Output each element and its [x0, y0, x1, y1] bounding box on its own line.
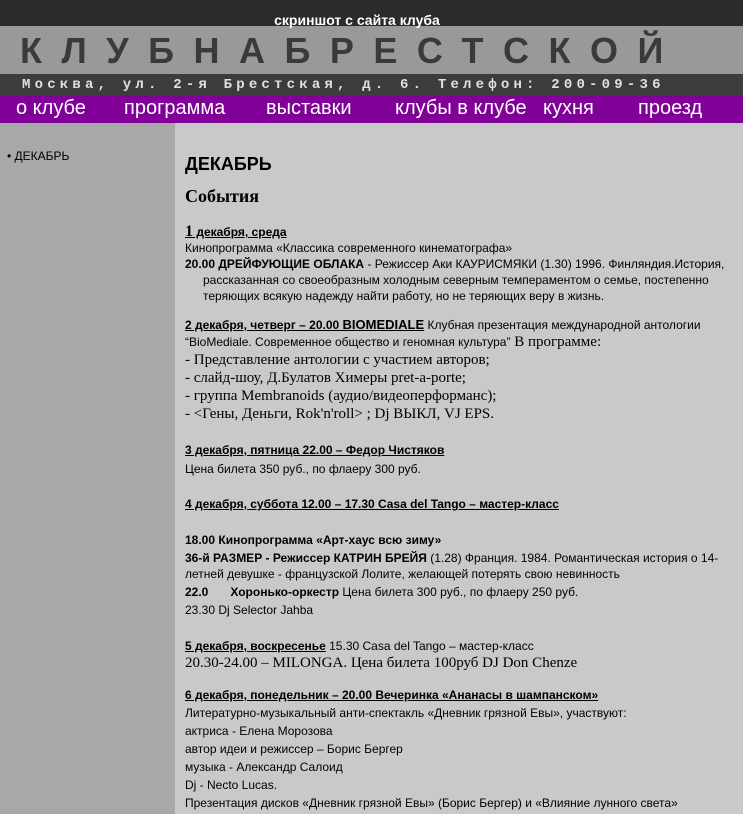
event-film: 36-й РАЗМЕР - Режиссер КАТРИН БРЕЙЯ (1.28) Франция. 1984. Романтическая история о 14-летней девушке - французской Лолите, желающей потерять свою невинность — [185, 551, 719, 581]
section-title: События — [185, 186, 260, 206]
event-line: автор идеи и режиссер – Борис Бергер — [185, 742, 403, 756]
event-line: актриса - Елена Морозова — [185, 724, 333, 738]
main-nav — [0, 96, 743, 123]
event-line: Презентация дисков «Дневник грязной Евы» (Борис Бергер) и «Влияние лунного света» — [185, 796, 678, 810]
event-dec-1 — [185, 224, 737, 304]
event-line: - слайд-шоу, Д.Булатов Химеры pret-a-porte; — [185, 370, 466, 386]
event-dec-4 — [185, 496, 737, 618]
nav-program[interactable]: программа — [124, 97, 226, 119]
event-dec-6 — [185, 686, 737, 812]
event-milonga: 20.30-24.00 – MILONGA. Цена билета 100руб DJ Don Chenze — [185, 655, 578, 671]
event-date[interactable]: 5 декабря, воскресенье — [185, 639, 326, 653]
event-intro: 2 декабря, четверг – 20.00 BIOMEDIALE Клубная презентация международной антологии “BioMediale. Современное общество и геномная культура” В программе: — [185, 317, 701, 350]
event-dec-3 — [185, 442, 737, 477]
nav-kitchen[interactable]: кухня — [543, 97, 594, 119]
event-date[interactable]: 2 декабря, четверг – 20.00 BIOMEDIALE — [185, 317, 425, 332]
nav-about[interactable]: о клубе — [16, 97, 86, 119]
nav-directions[interactable]: проезд — [638, 97, 703, 119]
event-dj: 23.30 Dj Selector Jahba — [185, 603, 314, 617]
event-line: - Представление антологии с участием авторов; — [185, 352, 490, 368]
screenshot-caption: скриншот с сайта клуба — [274, 12, 440, 28]
event-line: музыка - Александр Салоид — [185, 760, 343, 774]
nav-exhibitions[interactable]: выставки — [266, 97, 352, 119]
event-date[interactable]: 3 декабря, пятница 22.00 – Федор Чистяков — [185, 443, 445, 457]
club-logo[interactable]: КЛУБНАБРЕСТСКОЙ — [20, 30, 683, 71]
event-head: 5 декабря, воскресенье 15.30 Casa del Tango – мастер-класс — [185, 639, 534, 653]
event-line: Dj - Necto Lucas. — [185, 778, 278, 792]
page-title: ДЕКАБРЬ — [185, 154, 272, 174]
event-film: 20.00 ДРЕЙФУЮЩИЕ ОБЛАКА - Режиссер Аки КАУРИСМЯКИ (1.30) 1996. Финляндия.История, рассказанная со своеобразным холодным северным темпераментом о семье, постепенно теряющих всякую надежду найти работу, но не теряющих веру в жизнь. — [185, 257, 725, 303]
sidebar — [0, 123, 175, 814]
event-price: Цена билета 350 руб., по флаеру 300 руб. — [185, 462, 421, 476]
event-date[interactable]: 1 декабря, среда — [185, 223, 287, 240]
event-date[interactable]: 4 декабря, суббота 12.00 – 17.30 Casa del Tango – мастер-класс — [185, 497, 559, 511]
sidebar-item-december[interactable]: • ДЕКАБРЬ — [7, 149, 175, 163]
sidebar-list — [0, 149, 175, 163]
event-program: 18.00 Кинопрограмма «Арт-хаус всю зиму» — [185, 533, 442, 547]
event-date[interactable]: 6 декабря, понедельник – 20.00 Вечеринка «Ананасы в шампанском» — [185, 688, 599, 702]
event-dec-2 — [185, 317, 737, 423]
event-concert: 22.0 Хоронько-оркестр Цена билета 300 руб., по флаеру 250 руб. — [185, 585, 579, 599]
nav-clubs[interactable]: клубы в клубе — [395, 97, 527, 119]
event-dec-5 — [185, 638, 737, 672]
event-line: - <Гены, Деньги, Rok'n'roll> ; Dj ВЫКЛ, VJ EPS. — [185, 406, 495, 422]
club-address: Москва, ул. 2-я Брестская, д. 6. Телефон: 200-09-36 — [22, 77, 665, 93]
event-program: Кинопрограмма «Классика современного кинематографа» — [185, 241, 513, 255]
event-line: Литературно-музыкальный анти-спектакль «Дневник грязной Евы», участвуют: — [185, 706, 627, 720]
main-content — [175, 123, 743, 814]
event-line: - группа Membranoids (аудио/видеоперформанс); — [185, 388, 497, 404]
